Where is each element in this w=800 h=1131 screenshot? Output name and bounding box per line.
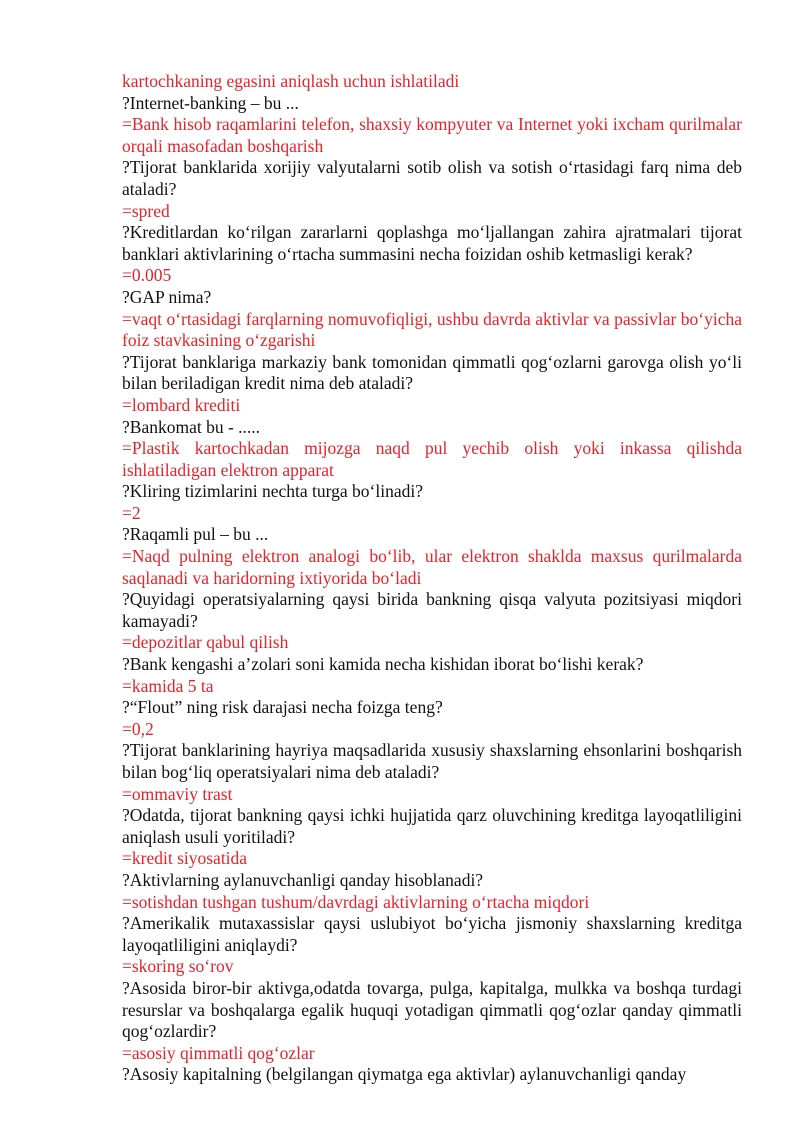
answer-line: =ommaviy trast: [122, 783, 233, 804]
question-line: ?Asosiy kapitalning (belgilangan qiymatga ega aktivlar) aylanuvchanligi qanday: [122, 1064, 687, 1085]
question-line: ?Bank kengashi a’zolari soni kamida necha kishidan iborat boʻlishi kerak?: [122, 654, 644, 675]
question-line: ?Kreditlardan koʻrilgan zararlarni qoplashga moʻljallangan zahira ajratmalari tijorat banklari aktivlarining oʻrtacha summasini necha foizidan oshib ketmasligi kerak?: [122, 222, 742, 264]
question-line: ?Kliring tizimlarini nechta turga boʻlinadi?: [122, 481, 423, 502]
question-line: ?Tijorat banklarining hayriya maqsadlarida xususiy shaxslarning ehsonlarini boshqarish bilan bogʻliq operatsiyalari nima deb ataladi?: [122, 740, 742, 782]
question-line: ?Tijorat banklarida xorijiy valyutalarni sotib olish va sotish oʻrtasidagi farq nima deb ataladi?: [122, 157, 742, 199]
question-line: ?Tijorat banklariga markaziy bank tomonidan qimmatli qogʻozlarni garovga olish yoʻli bilan beriladigan kredit nima deb ataladi?: [122, 351, 742, 394]
question-line: ?Bankomat bu - .....: [122, 416, 261, 437]
question-line: ?Aktivlarning aylanuvchanligi qanday hisoblanadi?: [122, 869, 484, 890]
answer-line: =0.005: [122, 265, 172, 286]
answer-line: =kredit siyosatida: [122, 848, 248, 869]
question-line: ?GAP nima?: [122, 286, 212, 307]
answer-line: =asosiy qimmatli qogʻozlar: [122, 1042, 315, 1063]
question-line: ?Asosida biror-bir aktivga,odatda tovarga, pulga, kapitalga, mulkka va boshqa turdagi resurslar va boshqalarga egalik huquqi yotadigan qimmatli qogʻozlar qanday qimmatli qogʻozlardir?: [122, 977, 742, 1042]
question-line: ?“Flout” ning risk darajasi necha foizga teng?: [122, 697, 443, 718]
answer-line: =spred: [122, 200, 170, 221]
question-line: ?Quyidagi operatsiyalarning qaysi birida bankning qisqa valyuta pozitsiyasi miqdori kamayadi?: [122, 589, 742, 631]
question-line: ?Internet-banking – bu ...: [122, 92, 299, 113]
answer-line: =Plastik kartochkadan mijozga naqd pul yechib olish yoki inkassa qilishda ishlatiladigan elektron apparat: [122, 438, 742, 480]
answer-line: =2: [122, 502, 141, 523]
answer-line: =lombard krediti: [122, 394, 241, 415]
answer-line: =kamida 5 ta: [122, 675, 214, 696]
question-line: ?Raqamli pul – bu ...: [122, 524, 269, 545]
document-page: [122, 71, 742, 1086]
answer-line: =0,2: [122, 718, 154, 739]
answer-line: =depozitlar qabul qilish: [122, 632, 289, 653]
answer-line: kartochkaning egasini aniqlash uchun ishlatiladi: [122, 71, 460, 91]
question-line: ?Odatda, tijorat bankning qaysi ichki hujjatida qarz oluvchining kreditga layoqatliligini aniqlash usuli yoritiladi?: [122, 805, 742, 847]
answer-line: =Naqd pulning elektron analogi boʻlib, ular elektron shaklda maxsus qurilmalarda saqlanadi va haridorning ixtiyorida boʻladi: [122, 546, 742, 588]
answer-line: =Bank hisob raqamlarini telefon, shaxsiy kompyuter va Internet yoki ixcham qurilmalar orqali masofadan boshqarish: [122, 114, 742, 156]
answer-line: =sotishdan tushgan tushum/davrdagi aktivlarning oʻrtacha miqdori: [122, 891, 590, 912]
answer-line: =skoring soʻrov: [122, 956, 234, 977]
question-line: ?Amerikalik mutaxassislar qaysi uslubiyot boʻyicha jismoniy shaxslarning kreditga layoqatliligini aniqlaydi?: [122, 913, 742, 955]
answer-line: =vaqt oʻrtasidagi farqlarning nomuvofiqligi, ushbu davrda aktivlar va passivlar boʻyicha foiz stavkasining oʻzgarishi: [122, 308, 742, 351]
